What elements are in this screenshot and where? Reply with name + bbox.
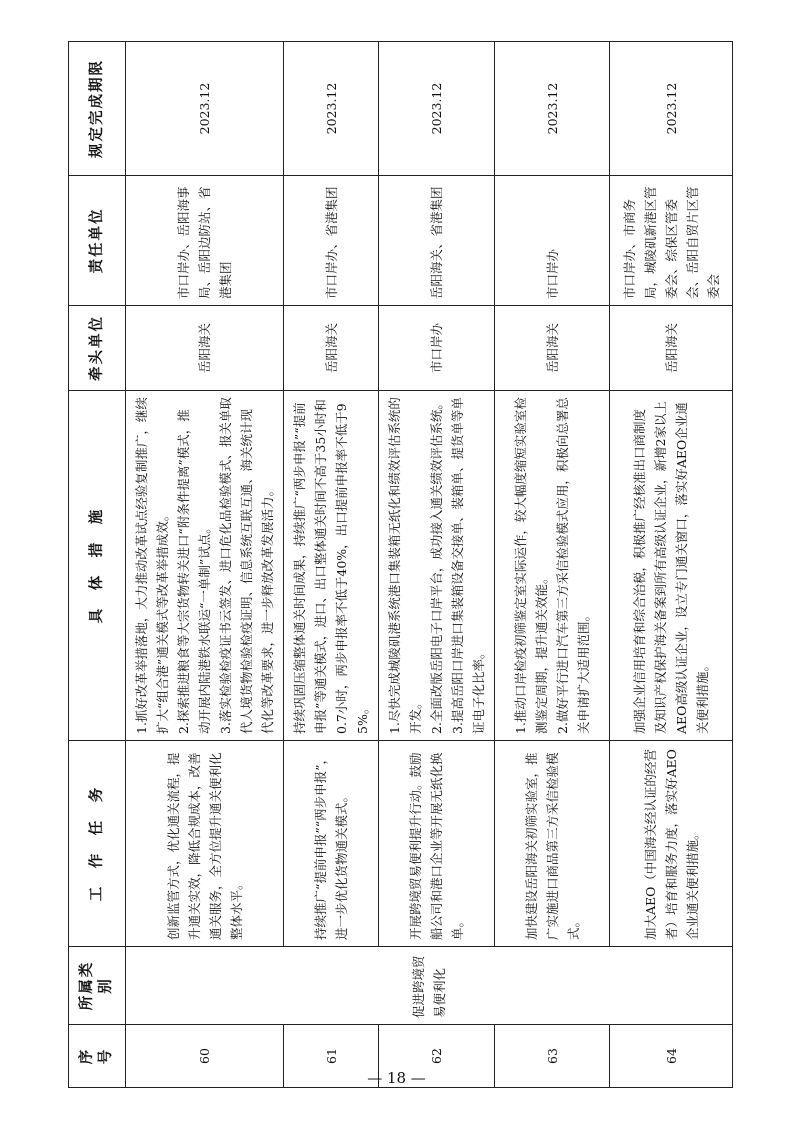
row-seq: 61 [284, 1025, 379, 1088]
table-row [610, 42, 733, 1088]
measure-item: 3.落实检验检疫证书云签发、进口危化品检验模式、报关单取代人境货物检验检疫证明、信息系统互联互通、海关统计现代化等改革要求，进一步释放改革发展活力。 [218, 397, 275, 734]
rotated-table-container [68, 42, 721, 1088]
measure-item: 加强企业信用培育和综合治税，积极推广经核准出口商制度及知识产权保护海关备案到所有高级认证企业，新增2家以上AEO高级认证企业，设立专门通关窗口，落实好AEO企业通关便利措施。 [632, 401, 710, 734]
row-lead-unit: 岳阳海关 [495, 306, 610, 391]
row-task: 开展跨境贸易便利提升行动。鼓励船公司和港口企业等开展无纸化换单。 [379, 741, 495, 947]
row-responsible-unit: 市口岸办、省港集团 [284, 176, 379, 306]
table-row [284, 42, 379, 1088]
measure-item: 2.做好平行进口汽车第三方采信检验模式应用，积极向总署总关申请扩大适用范围。 [555, 397, 591, 734]
header-task: 工 作 任 务 [69, 741, 126, 947]
measure-item: 持续巩固压缩整体通关时间成果，持续推广“两步申报”“提前申报”等通关模式，进口、出口整体通关时间不高于35小时和0.7小时，两步申报率不低于40%，出口提前申报率不低于95%。 [292, 399, 370, 734]
measure-item: 3.提高岳阳口岸进口集装箱设备交接单、装箱单、提货单等单证电子化比率。 [450, 397, 486, 734]
measure-item: 2.探索推进粮食等大宗货物转关进口“附条件提离”模式，推动开展内陆港铁水联运“一单制”试点。 [176, 409, 212, 734]
measure-item: 2.全面改版岳阳电子口岸平台，成功接入通关绩效评估系统。 [429, 397, 444, 734]
row-task: 持续推广“提前申报”“两步申报”，进一步优化货物通关模式。 [284, 741, 379, 947]
row-deadline: 2023.12 [610, 42, 733, 176]
table-row [126, 42, 284, 1088]
row-lead-unit: 市口岸办 [379, 306, 495, 391]
row-measures [495, 391, 610, 741]
row-lead-unit: 岳阳海关 [284, 306, 379, 391]
row-deadline: 2023.12 [495, 42, 610, 176]
header-measures: 具 体 措 施 [69, 391, 126, 741]
row-responsible-unit: 市口岸办、市商务局，城陵矶新港区管委会、综保区管委会、岳阳自贸片区管委会 [610, 176, 733, 306]
row-responsible-unit: 市口岸办、岳阳海事局、岳阳边防站、省港集团 [126, 176, 284, 306]
row-seq: 60 [126, 1025, 284, 1088]
measure-item: 1.抓好改革举措落地，大力推动改革试点经验复制推广，继续扩大“组合港”通关模式等改革举措成效。 [134, 397, 170, 734]
row-task: 创新监管方式，优化通关流程，提升通关实效，降低合规成本，改善通关服务，全方位提升通关便利化整体水平。 [126, 741, 284, 947]
measure-item: 1.尽快完成城陵矶港系统港口集装箱无纸化和绩效评估系统的开发。 [387, 397, 423, 734]
row-seq: 64 [610, 1025, 733, 1088]
header-deadline: 规定完成期限 [69, 42, 126, 176]
row-measures [379, 391, 495, 741]
row-lead-unit: 岳阳海关 [610, 306, 733, 391]
header-lead-unit: 牵头单位 [69, 306, 126, 391]
row-seq: 62 [379, 1025, 495, 1088]
table-header-row [69, 42, 126, 1088]
header-responsible-unit: 责任单位 [69, 176, 126, 306]
table-row [495, 42, 610, 1088]
row-lead-unit: 岳阳海关 [126, 306, 284, 391]
task-table [68, 41, 733, 1088]
row-measures [126, 391, 284, 741]
measure-item: 1.推动口岸检疫初筛鉴定室实际运作，较大幅度缩短实验室检测鉴定周期，提升通关效能。 [513, 397, 549, 734]
row-deadline: 2023.12 [379, 42, 495, 176]
row-category: 促进跨境贸易便利化 [126, 947, 733, 1025]
row-responsible-unit: 市口岸办 [495, 176, 610, 306]
row-measures [610, 391, 733, 741]
row-deadline: 2023.12 [284, 42, 379, 176]
header-seq: 序 号 [69, 1025, 126, 1088]
header-category: 所属类别 [69, 947, 126, 1025]
row-seq: 63 [495, 1025, 610, 1088]
row-responsible-unit: 岳阳海关、省港集团 [379, 176, 495, 306]
page-number: — 18 — [367, 1069, 426, 1087]
row-measures [284, 391, 379, 741]
row-task: 加快建设岳阳海关初筛实验室，推广实施进口商品第三方采信检验模式。 [495, 741, 610, 947]
row-task: 加大AEO（中国海关经认证的经营者）培育和服务力度，落实好AEO企业通关便利措施。 [610, 741, 733, 947]
row-deadline: 2023.12 [126, 42, 284, 176]
table-row [379, 42, 495, 1088]
